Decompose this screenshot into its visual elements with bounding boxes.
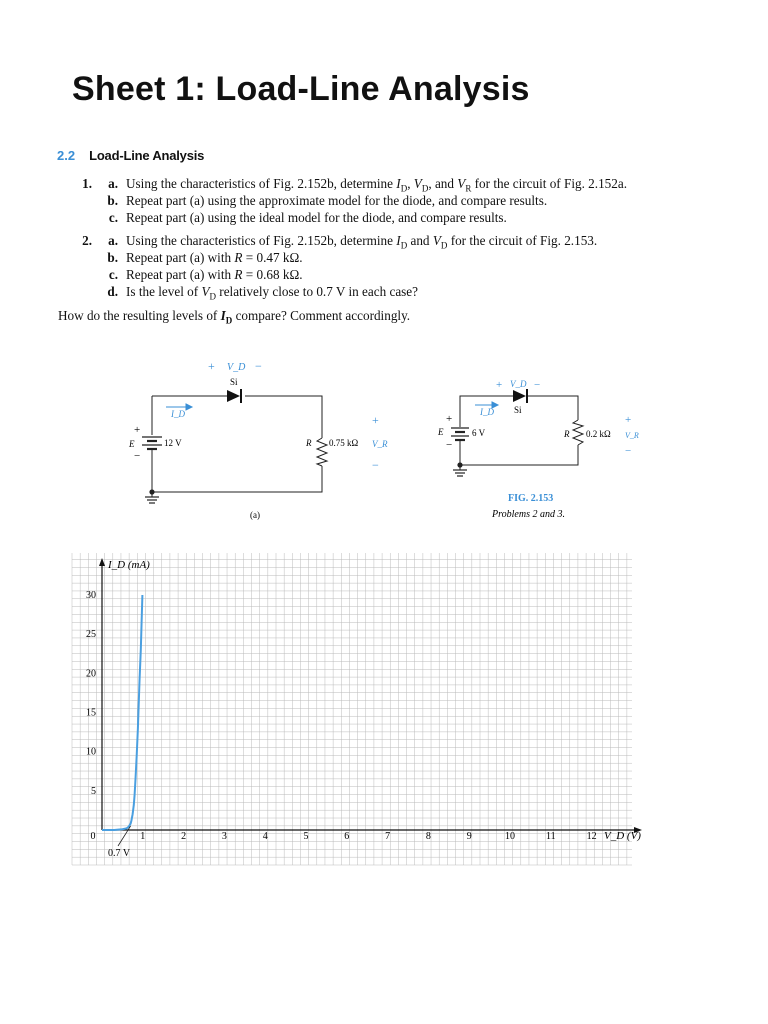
battery-symbol	[451, 410, 469, 443]
y-tick-label: 30	[86, 590, 96, 601]
vd-label: V_D	[510, 379, 527, 389]
problem-2-part-d: d. Is the level of $V_D$ relatively close to 0.7 V in each case?	[107, 284, 419, 302]
vr-minus: −	[625, 445, 632, 457]
problem-1-part-b: b. Repeat part (a) using the approximate model for the diode, and compare results.	[107, 193, 548, 208]
y-axis-arrowhead	[99, 558, 105, 566]
problem-text: Repeat part (a) with R = 0.47 kΩ.	[126, 250, 303, 265]
section-number: 2.2	[57, 148, 76, 163]
section-heading	[57, 148, 204, 163]
problem-text: Is the level of $V_D$ relatively close to 0.7 V in each case?	[126, 284, 419, 302]
vd-minus: −	[255, 359, 262, 373]
battery-plus: +	[446, 413, 453, 425]
threshold-annotation: 0.7 V	[108, 848, 131, 859]
problem-2-part-c: c. Repeat part (a) with R = 0.68 kΩ.	[108, 267, 303, 282]
vr-minus: −	[372, 458, 379, 472]
y-tick-label: 5	[91, 785, 96, 797]
x-tick-label: 12	[586, 831, 597, 842]
section-name: Load-Line Analysis	[89, 148, 205, 163]
diode-characteristic-chart	[0, 540, 768, 880]
circuit-fig-2-153	[430, 370, 650, 525]
id-label: I_D	[171, 409, 185, 419]
diode-symbol	[227, 389, 241, 403]
vd-plus: +	[208, 359, 215, 373]
source-name: E	[438, 427, 444, 437]
x-tick-label: 8	[425, 831, 431, 842]
battery-minus: −	[134, 450, 141, 462]
y-tick-label: 20	[86, 668, 96, 680]
source-value: 12 V	[164, 438, 182, 448]
y-axis-label: I_D (mA)	[108, 559, 150, 571]
x-tick-label: 1	[140, 831, 146, 842]
problem-1-part-a: 1. a. Using the characteristics of Fig. 2.152b, determine $I_D$, $V_D$, and $V_R$ for the circuit of Fig. 2.152a.	[82, 176, 628, 194]
resistor-zigzag	[317, 438, 327, 466]
vr-label: V_R	[625, 431, 639, 440]
x-tick-label: 6	[344, 831, 350, 842]
vr-plus: +	[625, 414, 632, 426]
circuit-a	[120, 355, 400, 525]
wire-bottom	[152, 454, 322, 492]
y-tick-label: 15	[86, 707, 96, 719]
vd-plus: +	[496, 379, 503, 391]
battery-minus: −	[446, 439, 453, 451]
chart-grid	[72, 553, 632, 865]
vr-plus: +	[372, 413, 379, 427]
chart-axes	[99, 558, 642, 833]
resistor-name: R	[564, 429, 570, 439]
x-tick-label: 10	[505, 831, 515, 842]
diode-type: Si	[230, 377, 238, 387]
diode-type: Si	[514, 405, 522, 415]
x-axis-label: V_D (V)	[604, 830, 641, 842]
x-tick-label: 2	[181, 831, 187, 842]
id-label: I_D	[480, 407, 494, 417]
page-title: Sheet 1: Load-Line Analysis	[72, 70, 530, 108]
problem-text: Repeat part (a) with R = 0.68 kΩ.	[126, 267, 303, 282]
x-tick-label: 0	[90, 831, 96, 842]
closing-question: How do the resulting levels of $I_D$ compare? Comment accordingly.	[58, 308, 411, 326]
source-name: E	[129, 439, 135, 449]
chart-series	[102, 595, 142, 846]
x-tick-label: 11	[545, 831, 556, 842]
y-tick-label: 10	[86, 746, 96, 758]
resistor-value: 0.75 kΩ	[329, 438, 359, 448]
x-tick-label: 4	[262, 831, 268, 842]
battery-symbol	[142, 437, 162, 454]
resistor-zigzag	[573, 420, 583, 445]
x-tick-label: 5	[303, 831, 309, 842]
problem-text: Using the characteristics of Fig. 2.152b, determine $I_D$ and $V_D$ for the circuit of Fig. 2.153.	[126, 233, 598, 251]
wire-top-right	[528, 396, 578, 420]
source-value: 6 V	[472, 428, 486, 438]
vd-minus: −	[534, 379, 541, 391]
problem-2-part-a: 2. a. Using the characteristics of Fig. 2.152b, determine $I_D$ and $V_D$ for the circuit of Fig. 2.153.	[82, 233, 598, 251]
resistor-value: 0.2 kΩ	[586, 429, 611, 439]
wire-bottom	[460, 443, 578, 465]
vd-label: V_D	[227, 362, 246, 373]
resistor-name: R	[306, 438, 312, 448]
x-tick-label: 9	[466, 831, 472, 842]
problem-text: Repeat part (a) using the ideal model for the diode, and compare results.	[126, 210, 507, 225]
fig-label: FIG. 2.153	[508, 493, 554, 504]
diode-symbol	[513, 389, 527, 403]
y-tick-label: 25	[86, 629, 96, 641]
battery-plus: +	[134, 424, 141, 436]
wire-top-right	[245, 396, 322, 438]
problem-2-part-b: b. Repeat part (a) with R = 0.47 kΩ.	[107, 250, 303, 265]
problem-text: Using the characteristics of Fig. 2.152b, determine $I_D$, $V_D$, and $V_R$ for the circuit of Fig. 2.152a.	[126, 176, 628, 194]
problem-1-part-c: c. Repeat part (a) using the ideal model for the diode, and compare results.	[108, 210, 507, 225]
problem-text: Repeat part (a) using the approximate model for the diode, and compare results.	[126, 193, 548, 208]
x-tick-label: 7	[385, 831, 391, 842]
fig-caption: Problems 2 and 3.	[492, 509, 565, 520]
vr-label: V_R	[372, 439, 388, 449]
circuit-caption: (a)	[250, 510, 260, 520]
x-tick-label: 3	[221, 831, 227, 842]
